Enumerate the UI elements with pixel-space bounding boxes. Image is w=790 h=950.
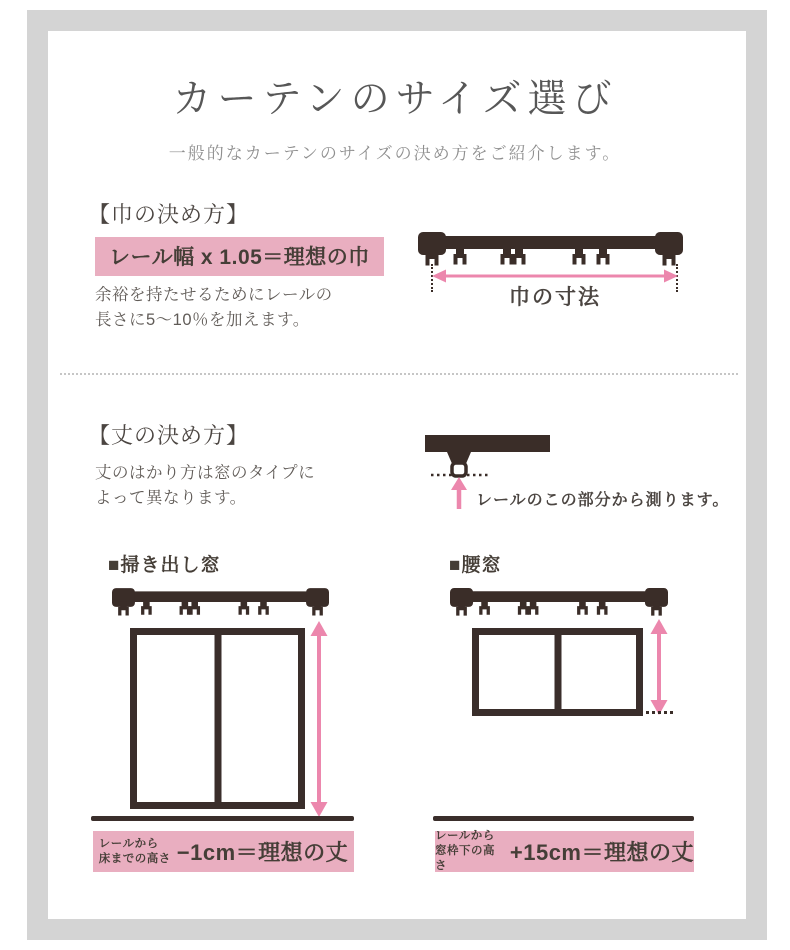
waist-window-height-arrow-icon bbox=[646, 618, 672, 716]
width-section-heading: 【巾の決め方】 bbox=[88, 202, 250, 227]
waist-window-formula-prefix bbox=[435, 829, 504, 874]
width-description-line2: 長さに5〜10％を加えます。 bbox=[95, 311, 310, 329]
floor-window-formula-prefix bbox=[99, 837, 171, 867]
waist-window-formula bbox=[435, 831, 694, 872]
curtain-rail-icon bbox=[418, 232, 683, 266]
formula-prefix-line1: レールから bbox=[98, 837, 159, 850]
width-section-description bbox=[95, 283, 333, 333]
floor-window-label: ■掃き出し窓 bbox=[108, 555, 221, 576]
floor-line bbox=[433, 816, 694, 821]
height-description-line1: 丈のはかり方は窓のタイプに bbox=[95, 464, 316, 482]
width-dimension-label: 巾の寸法 bbox=[509, 286, 601, 309]
waist-window-label: ■腰窓 bbox=[449, 555, 502, 576]
window-mullion bbox=[554, 635, 561, 709]
waist-window-bottom-guide-line bbox=[646, 711, 673, 714]
floor-line bbox=[91, 816, 354, 821]
floor-window-illustration bbox=[130, 628, 305, 809]
height-description-line2: よって異なります。 bbox=[95, 489, 247, 507]
floor-window-formula-main: −1cm＝理想の丈 bbox=[176, 840, 349, 865]
floor-window-height-arrow-icon bbox=[306, 620, 332, 818]
formula-prefix-line1: レールから bbox=[435, 830, 495, 843]
floor-window-formula bbox=[93, 831, 354, 872]
height-section-description bbox=[95, 461, 315, 511]
page-title: カーテンのサイズ選び bbox=[172, 78, 618, 121]
window-mullion bbox=[214, 635, 221, 802]
width-description-line1: 余裕を持たせるためにレールの bbox=[95, 286, 333, 304]
width-formula-highlight: レール幅 x 1.05＝理想の巾 bbox=[95, 237, 384, 276]
page-subtitle: 一般的なカーテンのサイズの決め方をご紹介します。 bbox=[168, 144, 622, 163]
rail-measure-note: レールのこの部分から測ります。 bbox=[476, 492, 730, 509]
formula-prefix-line2: 窓枠下の高さ bbox=[435, 845, 495, 872]
height-section-heading: 【丈の決め方】 bbox=[88, 423, 250, 448]
floor-window-rail-icon bbox=[112, 588, 329, 616]
formula-prefix-line2: 床までの高さ bbox=[98, 852, 171, 865]
waist-window-illustration bbox=[472, 628, 643, 716]
waist-window-formula-main: +15cm＝理想の丈 bbox=[509, 840, 694, 865]
waist-window-rail-icon bbox=[450, 588, 668, 616]
section-divider bbox=[60, 373, 738, 375]
